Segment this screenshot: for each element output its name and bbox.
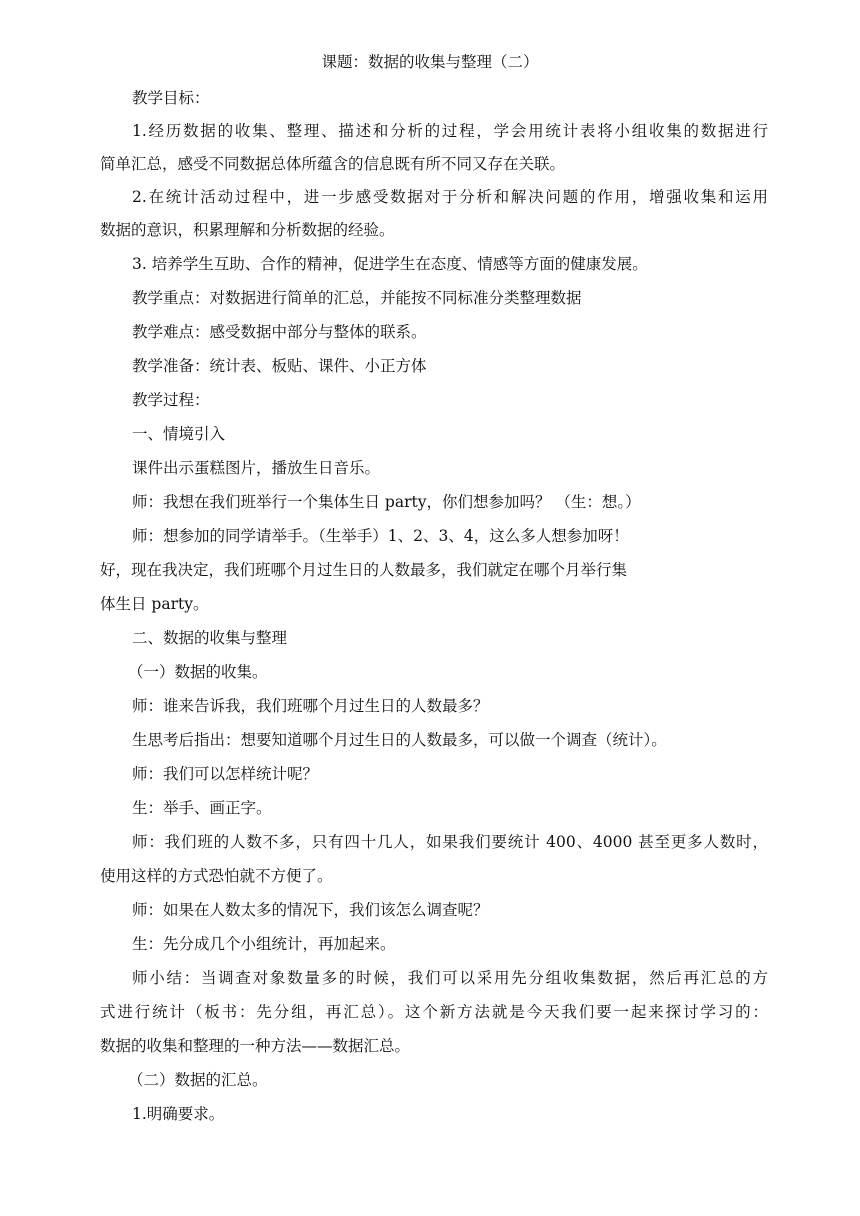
paragraph-line: 体生日 party。 (100, 595, 209, 613)
objective-1-line-2: 简单汇总，感受不同数据总体所蕴含的信息既有所不同又存在关联。 (100, 155, 566, 173)
paragraph-line: 师小结：当调查对象数量多的时候，我们可以采用先分组收集数据，然后再汇总的方 (132, 969, 768, 987)
preparation: 教学准备：统计表、板贴、课件、小正方体 (132, 357, 427, 375)
paragraph-line: 1.明确要求。 (132, 1105, 225, 1123)
paragraph-line: 生：举手、画正字。 (132, 799, 272, 817)
objectives-heading: 教学目标： (132, 89, 210, 107)
paragraph-line: 师：我想在我们班举行一个集体生日 party，你们想参加吗？ （生：想。） (132, 493, 641, 511)
subsection-1-heading: （一）数据的收集。 (128, 663, 268, 681)
subsection-2-heading: （二）数据的汇总。 (128, 1071, 268, 1089)
paragraph-line: 式进行统计（板书：先分组，再汇总）。这个新方法就是今天我们要一起来探讨学习的： (100, 1003, 768, 1021)
paragraph-line: 使用这样的方式恐怕就不方便了。 (100, 867, 333, 885)
paragraph-line: 师：如果在人数太多的情况下，我们该怎么调查呢？ (132, 901, 489, 919)
paragraph-line: 生：先分成几个小组统计，再加起来。 (132, 935, 396, 953)
paragraph-line: 生思考后指出：想要知道哪个月过生日的人数最多，可以做一个调查（统计）。 (132, 731, 667, 749)
paragraph-line: 师：想参加的同学请举手。（生举手）1、2、3、4，这么多人想参加呀！ (132, 527, 629, 545)
paragraph-line: 好，现在我决定，我们班哪个月过生日的人数最多，我们就定在哪个月举行集 (100, 561, 628, 579)
objective-2-line-1: 2.在统计活动过程中，进一步感受数据对于分析和解决问题的作用，增强收集和运用 (132, 188, 768, 206)
paragraph-line: 师：我们可以怎样统计呢？ (132, 765, 319, 783)
difficult-points: 教学难点：感受数据中部分与整体的联系。 (132, 323, 427, 341)
paragraph-line: 数据的收集和整理的一种方法——数据汇总。 (100, 1037, 411, 1055)
section-1-heading: 一、情境引入 (132, 425, 226, 443)
paragraph-line: 师：谁来告诉我，我们班哪个月过生日的人数最多？ (132, 697, 489, 715)
section-2-heading: 二、数据的收集与整理 (132, 629, 288, 647)
objective-1-line-1: 1.经历数据的收集、整理、描述和分析的过程，学会用统计表将小组收集的数据进行 (132, 122, 768, 140)
key-points: 教学重点：对数据进行简单的汇总，并能按不同标准分类整理数据 (132, 289, 582, 307)
paragraph-line: 课件出示蛋糕图片，播放生日音乐。 (132, 459, 381, 477)
paragraph-line: 师：我们班的人数不多，只有四十几人，如果我们要统计 400、4000 甚至更多人数时， (132, 833, 768, 851)
objective-3: 3. 培养学生互助、合作的精神，促进学生在态度、情感等方面的健康发展。 (132, 255, 648, 273)
objective-2-line-2: 数据的意识，积累理解和分析数据的经验。 (100, 221, 395, 239)
process-heading: 教学过程： (132, 391, 210, 409)
lesson-title: 课题：数据的收集与整理（二） (321, 53, 539, 71)
